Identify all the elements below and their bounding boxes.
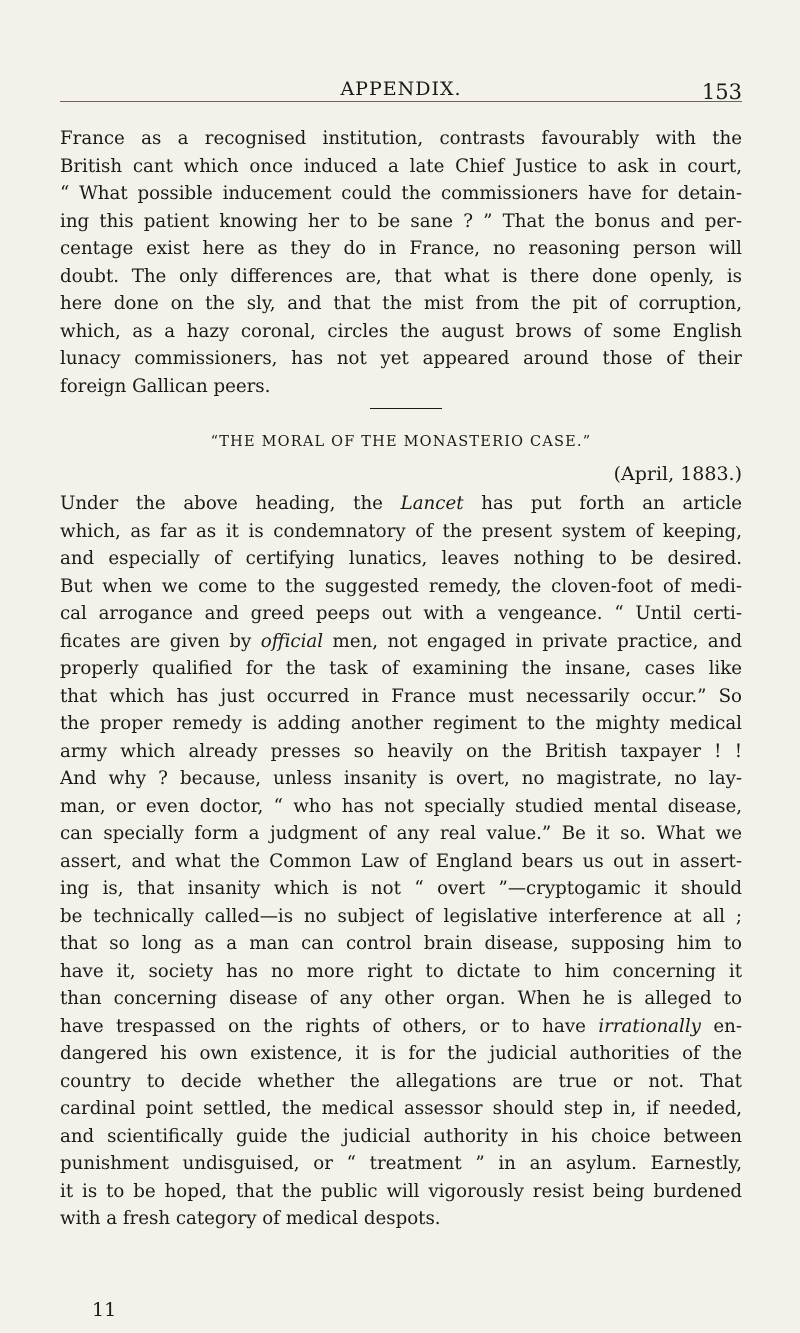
- text-line: and scientifically guide the judicial authority in his choice between: [60, 1125, 742, 1147]
- text-line: ficates are given by official men, not engaged in private practice, and: [60, 630, 742, 652]
- text-line: have trespassed on the rights of others, or to have irrationally en-: [60, 1015, 742, 1037]
- text-line: army which already presses so heavily on the British taxpayer ! !: [60, 740, 742, 762]
- text-line: properly qualified for the task of examining the insane, cases like: [60, 658, 742, 679]
- text-line: and especially of certifying lunatics, leaves nothing to be desired.: [60, 548, 742, 569]
- text-line: ing is, that insanity which is not “ overt ”—cryptogamic it should: [60, 878, 742, 899]
- header-rule: [60, 101, 742, 102]
- text-line: it is to be hoped, that the public will vigorously resist being burdened: [60, 1180, 742, 1202]
- text-line: ing this patient knowing her to be sane ? ” That the bonus and per-: [60, 210, 742, 232]
- text-line: And why ? because, unless insanity is overt, no magistrate, no lay-: [60, 768, 742, 789]
- text-line: France as a recognised institution, contrasts favourably with the: [60, 128, 742, 149]
- text-line: dangered his own existence, it is for the judicial authorities of the: [60, 1043, 742, 1064]
- text-line: have it, society has no more right to dictate to him concerning it: [60, 960, 742, 982]
- text-line: man, or even doctor, “ who has not specially studied mental disease,: [60, 795, 742, 817]
- text-line: “ What possible inducement could the commissioners have for detain-: [60, 183, 742, 204]
- text-line: that so long as a man can control brain disease, supposing him to: [60, 933, 742, 954]
- text-line: punishment undisguised, or “ treatment ” in an asylum. Earnestly,: [60, 1153, 742, 1174]
- text-line: can specially form a judgment of any real value.” Be it so. What we: [60, 823, 742, 844]
- section-heading: “THE MORAL OF THE MONASTERIO CASE.”: [210, 434, 592, 450]
- text-line: foreign Gallican peers.: [60, 375, 271, 397]
- text-line: centage exist here as they do in France, no reasoning person will: [60, 238, 742, 259]
- text-line: be technically called—is no subject of legislative interference at all ;: [60, 905, 742, 927]
- text-line: with a fresh category of medical despots.: [60, 1208, 441, 1229]
- page-header: [60, 78, 742, 106]
- paragraph-france: [60, 125, 742, 400]
- paragraph-monasterio: [60, 490, 742, 1233]
- emphasis: irrationally: [598, 1015, 701, 1037]
- text-line: cardinal point settled, the medical assessor should step in, if needed,: [60, 1098, 742, 1119]
- text-line: assert, and what the Common Law of England bears us out in assert-: [60, 850, 742, 872]
- text-line: the proper remedy is adding another regiment to the mighty medical: [60, 713, 742, 734]
- running-head: APPENDIX.: [340, 78, 462, 100]
- text-line: Under the above heading, the Lancet has put forth an article: [60, 493, 742, 514]
- emphasis: official: [260, 630, 324, 652]
- text-line: here done on the sly, and that the mist from the pit of corruption,: [60, 293, 742, 314]
- text-line: that which has just occurred in France must necessarily occur.” So: [60, 685, 742, 707]
- text-line: British cant which once induced a late Chief Justice to ask in court,: [60, 155, 742, 177]
- emphasis: Lancet: [400, 493, 464, 514]
- text-line: than concerning disease of any other organ. When he is alleged to: [60, 988, 742, 1009]
- text-line: country to decide whether the allegations are true or not. That: [60, 1070, 742, 1092]
- section-date: (April, 1883.): [613, 463, 742, 485]
- text-line: which, as far as it is condemnatory of the present system of keeping,: [60, 520, 742, 542]
- text-line: cal arrogance and greed peeps out with a vengeance. “ Until certi-: [60, 603, 742, 624]
- page-number: 153: [701, 80, 742, 104]
- text-line: doubt. The only differences are, that what is there done openly, is: [60, 265, 742, 287]
- signature-mark: 11: [92, 1299, 117, 1321]
- section-divider: [370, 408, 442, 409]
- text-line: lunacy commissioners, has not yet appeared around those of their: [60, 348, 742, 369]
- text-line: But when we come to the suggested remedy, the cloven-foot of medi-: [60, 575, 742, 597]
- text-line: which, as a hazy coronal, circles the august brows of some English: [60, 320, 742, 342]
